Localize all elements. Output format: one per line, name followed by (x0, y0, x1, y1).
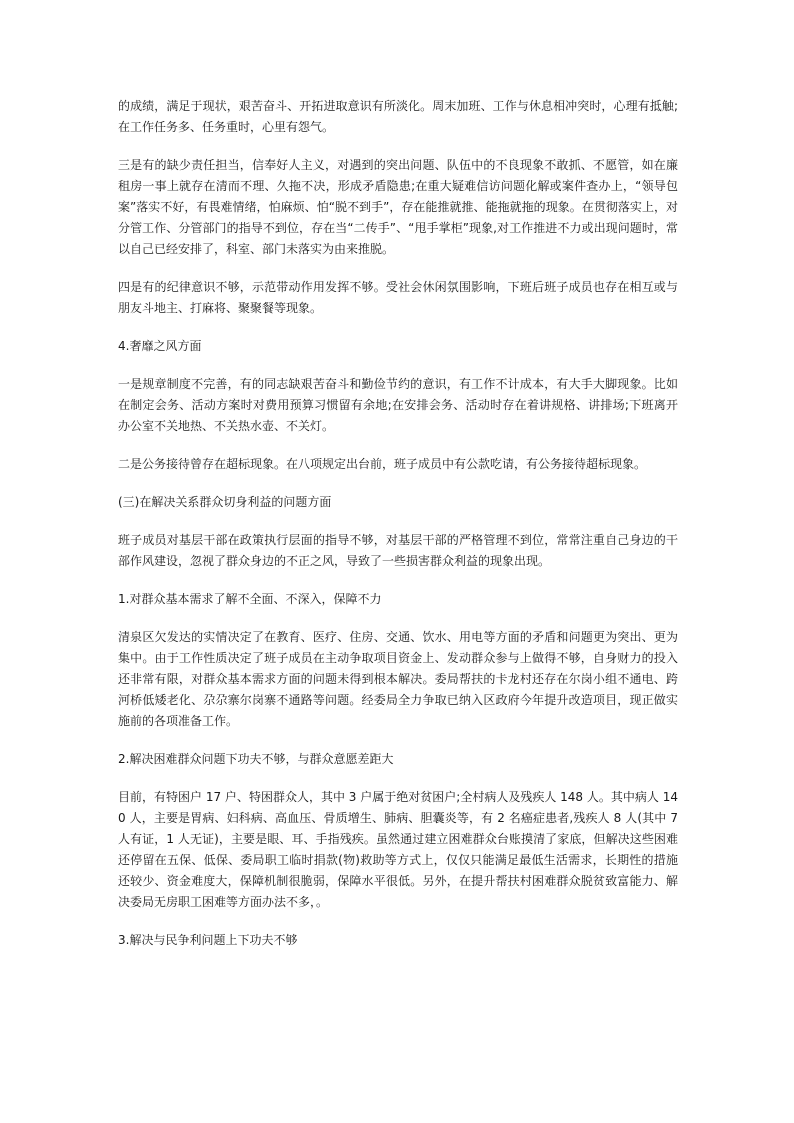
heading-extravagance: 4.奢靡之风方面 (118, 339, 202, 353)
paragraph-reception: 二是公务接待曾存在超标现象。在八项规定出台前，班子成员中有公款吃请，有公务接待超标现象。 (118, 457, 647, 471)
heading-profit-competition: 3.解决与民争利问题上下功夫不够 (118, 933, 298, 947)
paragraph-regulations: 一是规章制度不完善，有的同志缺艰苦奋斗和勤俭节约的意识，有工作不计成本，有大手大脚现象。比如在制定会务、活动方案时对费用预算习惯留有余地;在安排会务、活动时存在着讲规格、讲排场;下班离开办公室不关地热、不关热水壶、不关灯。 (118, 377, 678, 433)
paragraph-poverty-stats: 目前，有特困户 17 户、特困群众人，其中 3 户属于绝对贫困户;全村病人及残疾人 148 人。其中病人 140 人，主要是胃病、妇科病、高血压、骨质增生、肺病、胆囊炎等，有 2 名癌症患者,残疾人 8 人(其中 7 人有证，1 人无证)，主要是眼、耳、手指残疾。虽然通过建立困难群众台账摸清了家底，但解决这些困难还停留在五保、低保、委局职工临时捐款(物)救助等方式上，仅仅只能满足最低生活需求，长期性的措施还较少、资金难度大，保障机制很脆弱，保障水平很低。另外，在提升帮扶村困难群众脱贫致富能力、解决委局无房职工困难等方面办法不多，。 (118, 790, 678, 909)
paragraph-discipline: 四是有的纪律意识不够，示范带动作用发挥不够。受社会休闲氛围影响，下班后班子成员也存在相互或与朋友斗地主、打麻将、聚聚餐等现象。 (118, 280, 678, 315)
paragraph-guidance: 班子成员对基层干部在政策执行层面的指导不够，对基层干部的严格管理不到位，常常注重自己身边的干部作风建设，忽视了群众身边的不正之风，导致了一些损害群众利益的现象出现。 (118, 533, 678, 568)
paragraph-responsibility: 三是有的缺少责任担当，信奉好人主义，对遇到的突出问题、队伍中的不良现象不敢抓、不愿管，如在廉租房一事上就存在清而不理、久拖不决，形成矛盾隐患;在重大疑难信访问题化解或案件查办上，“领导包案”落实不好，有畏难情绪，怕麻烦、怕“脱不到手”，存在能推就推、能拖就拖的现象。在贯彻落实上，对分管工作、分管部门的指导不到位，存在当“二传手”、“甩手掌柜”现象,对工作推进不力或出现问题时，常以自己已经安排了，科室、部门未落实为由来推脱。 (118, 158, 678, 256)
heading-difficult-groups: 2.解决困难群众问题下功夫不够，与群众意愿差距大 (118, 752, 394, 766)
document-body (118, 96, 678, 968)
paragraph-complacency: 的成绩，满足于现状，艰苦奋斗、开拓进取意识有所淡化。周末加班、工作与休息相冲突时，心理有抵触;在工作任务多、任务重时，心里有怨气。 (118, 99, 678, 134)
heading-public-interest: (三)在解决关系群众切身利益的问题方面 (118, 495, 332, 509)
paragraph-qingquan: 清泉区欠发达的实情决定了在教育、医疗、住房、交通、饮水、用电等方面的矛盾和问题更为突出、更为集中。由于工作性质决定了班子成员在主动争取项目资金上、发动群众参与上做得不够，自身财力的投入还非常有限，对群众基本需求方面的问题未得到根本解决。委局帮扶的卡龙村还存在尔岗小组不通电、跨河桥低矮老化、尕尕寨尔岗寨不通路等问题。经委局全力争取已纳入区政府今年提升改造项目，现正做实施前的各项准备工作。 (118, 630, 678, 728)
heading-basic-needs: 1.对群众基本需求了解不全面、不深入，保障不力 (118, 592, 382, 606)
